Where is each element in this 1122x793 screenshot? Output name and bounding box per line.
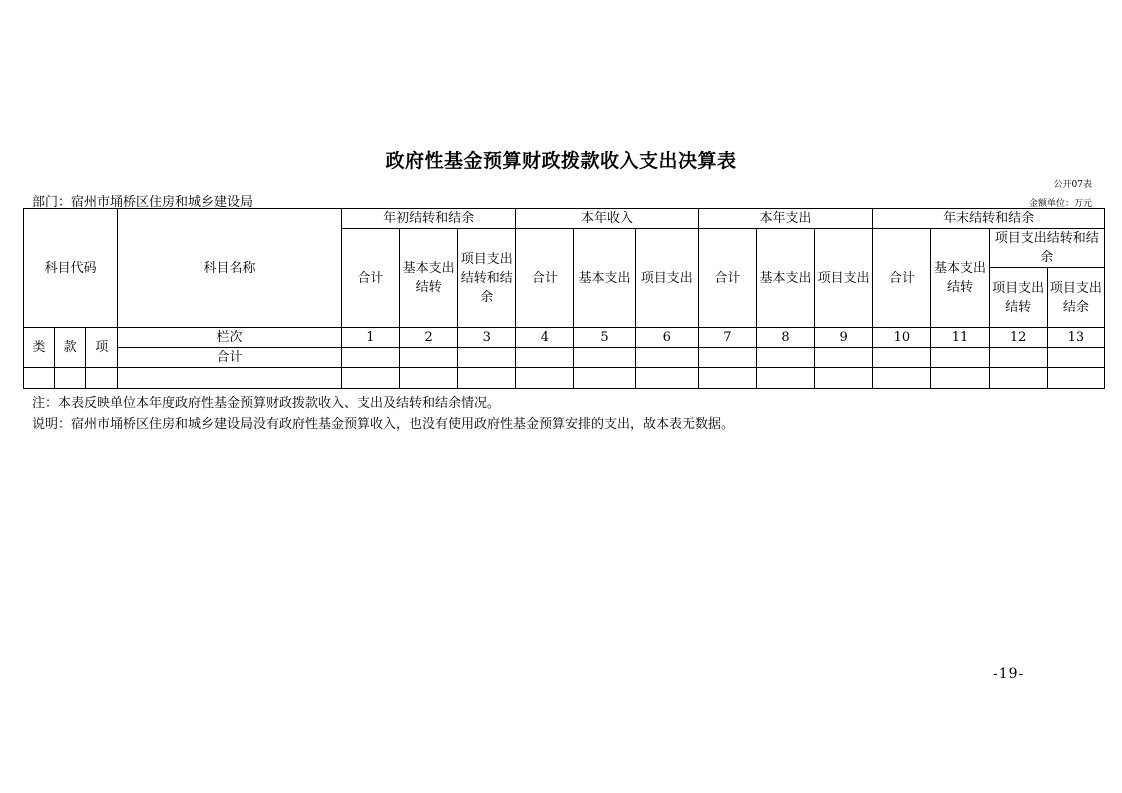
col-number-7: 7 — [698, 328, 756, 348]
header-subject-code: 科目代码 — [24, 209, 118, 328]
table-cell — [698, 368, 756, 389]
table-cell — [1047, 368, 1104, 389]
header-group-closing-balance: 年末结转和结余 — [873, 209, 1105, 229]
table-cell — [341, 368, 399, 389]
code-level-item: 项 — [86, 328, 118, 368]
table-cell — [698, 348, 756, 368]
col-number-9: 9 — [815, 328, 873, 348]
table-cell — [516, 348, 574, 368]
col-number-13: 13 — [1047, 328, 1104, 348]
table-cell — [1047, 348, 1104, 368]
table-cell — [458, 348, 516, 368]
table-cell — [574, 368, 635, 389]
header-group-expenditure: 本年支出 — [698, 209, 872, 229]
header-col-3: 项目支出结转和结余 — [458, 229, 516, 328]
col-number-12: 12 — [989, 328, 1047, 348]
header-group-income: 本年收入 — [516, 209, 698, 229]
header-col-5: 基本支出 — [574, 229, 635, 328]
table-cell — [341, 348, 399, 368]
col-number-10: 10 — [873, 328, 931, 348]
header-col-7: 合计 — [698, 229, 756, 328]
table-cell — [815, 348, 873, 368]
table-cell — [516, 368, 574, 389]
table-cell — [400, 348, 458, 368]
header-col-8: 基本支出 — [756, 229, 814, 328]
header-col-4: 合计 — [516, 229, 574, 328]
table-cell — [989, 368, 1047, 389]
col-number-2: 2 — [400, 328, 458, 348]
header-col-2: 基本支出结转 — [400, 229, 458, 328]
explanation-text: 说明：宿州市埇桥区住房和城乡建设局没有政府性基金预算收入，也没有使用政府性基金预算安排的支出，故本表无数据。 — [32, 417, 735, 432]
code-level-section: 款 — [55, 328, 86, 368]
table-cell — [86, 368, 118, 389]
header-subgroup-project: 项目支出结转和结余 — [989, 229, 1104, 268]
table-cell — [458, 368, 516, 389]
header-subject-name: 科目名称 — [118, 209, 342, 328]
table-cell — [873, 368, 931, 389]
header-col-12: 项目支出结转 — [989, 268, 1047, 328]
header-col-13: 项目支出结余 — [1047, 268, 1104, 328]
table-cell — [931, 368, 989, 389]
table-cell — [756, 348, 814, 368]
amount-unit: 金额单位：万元 — [1028, 199, 1092, 209]
header-col-9: 项目支出 — [815, 229, 873, 328]
table-cell — [400, 368, 458, 389]
note-text: 注：本表反映单位本年度政府性基金预算财政拨款收入、支出及结转和结余情况。 — [32, 396, 501, 411]
table-cell — [989, 348, 1047, 368]
page-number: -19- — [993, 666, 1025, 682]
form-number: 公开07表 — [1053, 180, 1092, 190]
department-label: 部门：宿州市埇桥区住房和城乡建设局 — [32, 195, 254, 210]
table-cell — [55, 368, 86, 389]
header-col-1: 合计 — [341, 229, 399, 328]
table-cell — [815, 368, 873, 389]
col-number-8: 8 — [756, 328, 814, 348]
total-row-label: 合计 — [118, 348, 342, 368]
table-cell — [118, 368, 342, 389]
col-number-4: 4 — [516, 328, 574, 348]
col-number-1: 1 — [341, 328, 399, 348]
code-level-class: 类 — [24, 328, 55, 368]
table-title: 政府性基金预算财政拨款收入支出决算表 — [385, 150, 737, 172]
column-index-label: 栏次 — [118, 328, 342, 348]
table-cell — [873, 348, 931, 368]
table-cell — [931, 348, 989, 368]
header-col-6: 项目支出 — [635, 229, 698, 328]
header-col-10: 合计 — [873, 229, 931, 328]
table-row — [24, 368, 1105, 389]
col-number-5: 5 — [574, 328, 635, 348]
header-group-opening-balance: 年初结转和结余 — [341, 209, 515, 229]
col-number-6: 6 — [635, 328, 698, 348]
table-cell — [756, 368, 814, 389]
header-col-11: 基本支出结转 — [931, 229, 989, 328]
col-number-11: 11 — [931, 328, 989, 348]
col-number-3: 3 — [458, 328, 516, 348]
table-cell — [635, 348, 698, 368]
budget-table — [23, 208, 1105, 389]
table-cell — [574, 348, 635, 368]
table-cell — [24, 368, 55, 389]
table-cell — [635, 368, 698, 389]
